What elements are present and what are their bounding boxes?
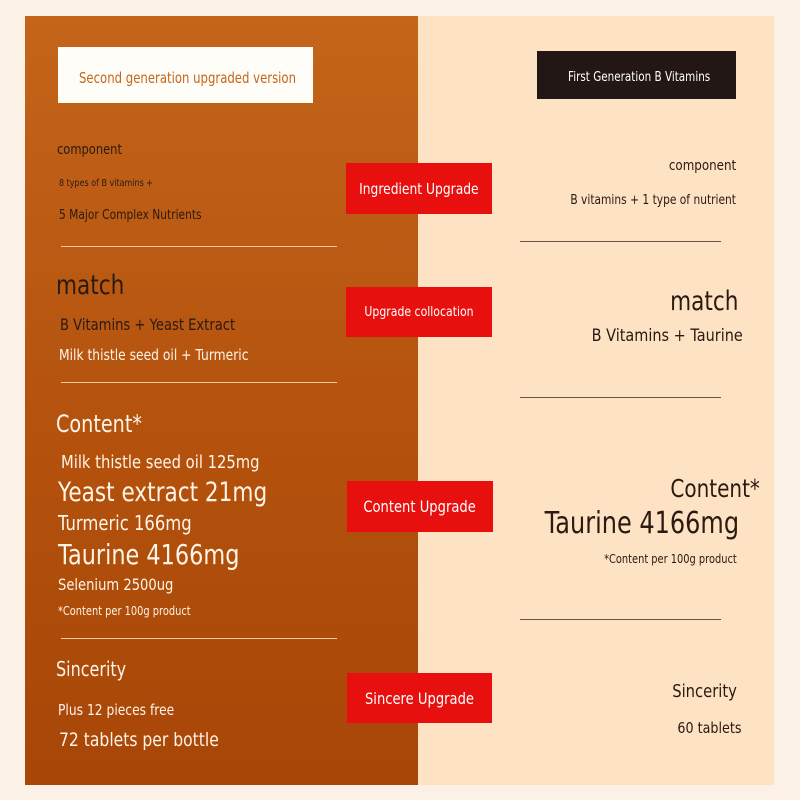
left-header-title: Second generation upgraded version [79,69,296,87]
right-sincerity-title: Sincerity [672,681,737,702]
left-content-item-4: Taurine 4166mg [58,538,240,571]
left-component-title: component [57,142,122,158]
right-content-title: Content* [670,474,760,503]
left-content-item-5: Selenium 2500ug [58,575,174,594]
right-header-title: First Generation B Vitamins [568,70,711,85]
right-content-line1: Taurine 4166mg [544,506,739,541]
upgrade-collocation-badge [346,287,492,337]
left-content-item-2: Yeast extract 21mg [58,477,268,508]
left-match-line2: Milk thistle seed oil + Turmeric [59,346,249,364]
left-match-title: match [56,270,125,301]
ingredient-upgrade-label: Ingredient Upgrade [359,179,479,198]
right-match-title: match [669,286,738,317]
left-divider-2 [61,382,337,383]
left-component-line2: 5 Major Complex Nutrients [59,208,202,223]
left-sincerity-title: Sincerity [56,657,127,681]
right-divider-1 [520,241,721,242]
right-sincerity-line1: 60 tablets [677,719,742,737]
left-content-item-3: Turmeric 166mg [58,511,192,535]
upgrade-collocation-label: Upgrade collocation [364,304,474,320]
left-content-note: *Content per 100g product [58,604,191,618]
left-match-line1: B Vitamins + Yeast Extract [60,315,236,334]
left-content-item-1: Milk thistle seed oil 125mg [61,452,260,473]
left-component-line1: 8 types of B vitamins + [59,178,153,189]
left-sincerity-line1: Plus 12 pieces free [58,701,175,719]
sincere-upgrade-badge [347,673,492,723]
left-sincerity-line2: 72 tablets per bottle [59,729,219,751]
right-component-title: component [668,158,736,174]
right-content-note: *Content per 100g product [604,552,737,566]
right-component-line1: B vitamins + 1 type of nutrient [570,193,736,208]
right-header-box [537,51,736,99]
left-divider-1 [61,246,337,247]
right-divider-2 [520,397,721,398]
right-panel-first-generation [418,16,774,785]
left-divider-3 [61,638,337,639]
ingredient-upgrade-badge [346,163,492,214]
left-content-title: Content* [56,410,142,438]
left-header-box [58,47,313,103]
right-divider-3 [520,619,721,620]
content-upgrade-badge [347,481,493,532]
sincere-upgrade-label: Sincere Upgrade [364,688,475,708]
content-upgrade-label: Content Upgrade [363,497,477,516]
right-match-line1: B Vitamins + Taurine [591,326,743,346]
